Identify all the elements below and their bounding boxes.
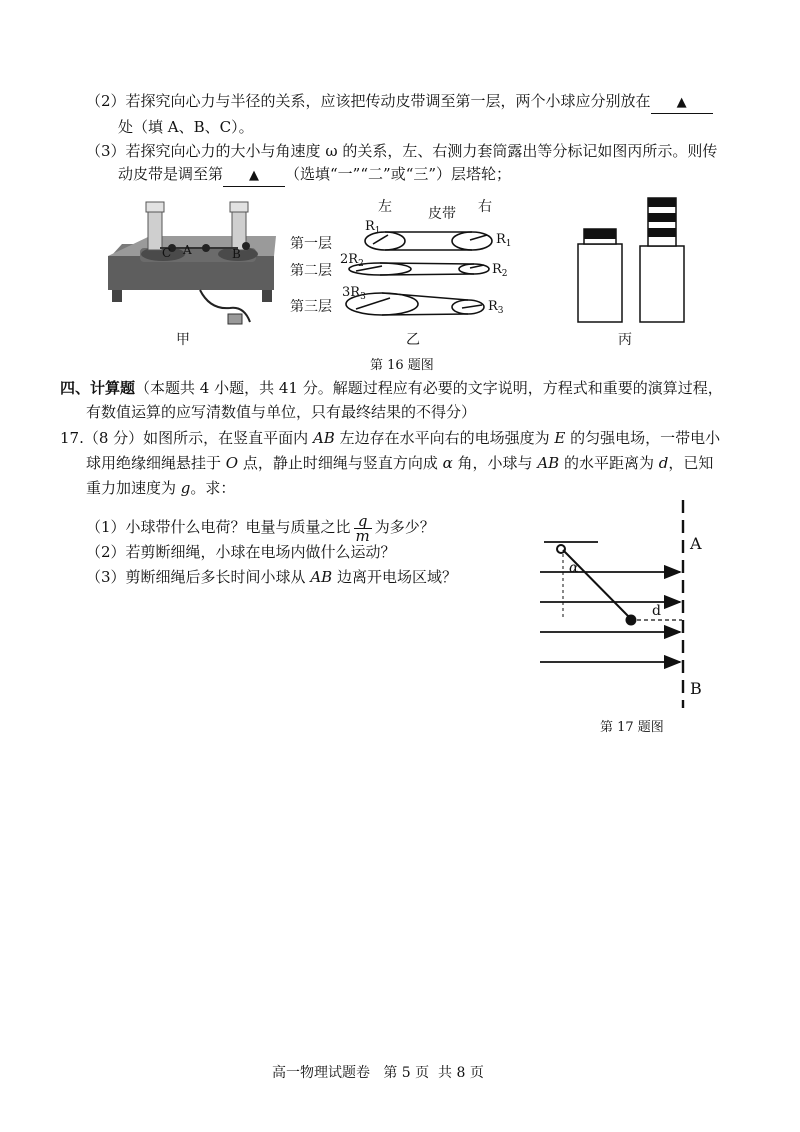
- figure-yi-layer1-label: 第一层: [290, 236, 332, 252]
- q17-line2-a: 球用绝缘细绳悬挂于: [86, 454, 226, 472]
- figure-jia-caption: 甲: [176, 332, 190, 348]
- q17-sub2: [86, 542, 396, 562]
- figure-yi-label-belt: 皮带: [428, 206, 456, 222]
- q17-sub1: [86, 510, 435, 544]
- q16-part3-answer-blank[interactable]: ▲: [223, 164, 285, 187]
- section4-heading: 四、计算题: [60, 379, 136, 397]
- q16-part3-line2: [118, 164, 511, 187]
- figure-yi-r2-left: $2R_2$: [340, 252, 364, 269]
- q16-part2-line2: [118, 117, 254, 137]
- q17-line2-o: O: [225, 454, 239, 472]
- q17-line2-b: 点，静止时细绳与竖直方向成: [238, 454, 443, 472]
- q17-line1-c: 的匀强电场，一带电小: [565, 429, 721, 447]
- q16-part3-text-b: （选填“一”“二”或“三”）层塔轮；: [285, 165, 512, 183]
- q17-sub1-b: 为多少？: [374, 518, 435, 536]
- q16-part3-text-a: 动皮带是调至第: [118, 165, 224, 183]
- section4-desc2: 有数值运算的应写清数值与单位，只有最终结果的不得分）: [86, 403, 477, 421]
- figure-bing-sleeves: [578, 198, 684, 348]
- charged-ball: [626, 615, 637, 626]
- figure-jia-label-b: B: [232, 247, 241, 261]
- q17-line3-g: g: [180, 479, 191, 497]
- q16-part2-line1: [86, 91, 713, 114]
- figure-bing-caption: 丙: [618, 332, 632, 348]
- figure-yi-layer3-label: 第三层: [290, 299, 332, 315]
- figure-jia-label-c: C: [162, 246, 172, 260]
- q16-part2-text: （2）若探究向心力与半径的关系，应该把传动皮带调至第一层，两个小球应分别放在: [86, 92, 651, 110]
- figure-yi-r2-right: $R_2$: [492, 262, 508, 279]
- figure-jia-label-a: A: [183, 243, 192, 257]
- figure-yi-r3-left: $3R_3$: [342, 285, 366, 302]
- label-d: d: [652, 603, 661, 619]
- q17-line2-d1: 的水平距离为: [559, 454, 659, 472]
- label-b: B: [690, 679, 702, 698]
- q17-sub3: [86, 567, 457, 587]
- q17-figure: [530, 500, 730, 710]
- page-footer: 高一物理试题卷 第 5 页 共 8 页: [272, 1065, 484, 1081]
- figure-yi-belt-diagram: [290, 199, 512, 348]
- section4-desc1: （本题共 4 小题，共 41 分。解题过程应有必要的文字说明，方程式和重要的演算过程，: [135, 379, 723, 397]
- figure-yi-caption: 乙: [406, 332, 420, 348]
- q17-sub1-a: （1）小球带什么电荷？电量与质量之比: [86, 518, 351, 536]
- q17-line2-c: 角，小球与: [452, 454, 538, 472]
- q16-figure-caption: 第 16 题图: [370, 358, 434, 373]
- label-alpha: α: [569, 560, 579, 576]
- section4-line1: [60, 378, 723, 398]
- q17-line1-e: E: [554, 429, 566, 447]
- q17-line2: [86, 453, 713, 473]
- figure-jia-apparatus: [108, 202, 276, 348]
- figure-yi-r3-right: $R_3$: [488, 299, 504, 316]
- q17-line2-d: d: [658, 454, 669, 472]
- q17-line2-alpha: α: [442, 454, 453, 472]
- q17-line3: [86, 478, 235, 498]
- q17-line3-a: 重力加速度为: [86, 479, 181, 497]
- figure-yi-label-left: 左: [378, 199, 392, 215]
- q16-figures: [0, 188, 800, 368]
- q17-line1-b: 左边存在水平向右的电场强度为: [334, 429, 555, 447]
- q16-part3-line1: [86, 141, 717, 161]
- q17-sub1-denominator: m: [355, 526, 370, 545]
- q17-line2-e: ，已知: [668, 454, 714, 472]
- q17-line3-b: 。求：: [190, 479, 236, 497]
- figure-yi-r1-right: $R_1$: [496, 232, 512, 249]
- q16-part3-text: （3）若探究向心力的大小与角速度 ω 的关系，左、右测力套筒露出等分标记如图丙所示。则传: [86, 142, 718, 160]
- section4-line2: [86, 402, 476, 422]
- figure-yi-r1-left: $R_1$: [365, 219, 381, 236]
- q17-figure-caption: 第 17 题图: [600, 720, 664, 735]
- figure-yi-label-right: 右: [478, 199, 492, 215]
- q17-line1-a: 17.（8 分）如图所示，在竖直平面内: [60, 429, 313, 447]
- q17-sub3-b: 边离开电场区域？: [332, 568, 457, 586]
- q16-part2-answer-blank[interactable]: ▲: [651, 91, 713, 114]
- q17-sub3-a: （3）剪断细绳后多长时间小球从: [86, 568, 311, 586]
- q17-sub1-fraction: [354, 511, 372, 545]
- q16-part2-text-cont: 处（填 A、B、C）。: [118, 118, 254, 136]
- q17-line2-ab: AB: [537, 454, 560, 472]
- q17-sub1-numerator: q: [354, 514, 372, 529]
- q17-line1: [60, 428, 720, 448]
- figure-yi-layer2-label: 第二层: [290, 263, 332, 279]
- q17-sub2-text: （2）若剪断细绳，小球在电场内做什么运动？: [86, 543, 396, 561]
- label-a: A: [690, 534, 702, 553]
- q17-line1-ab: AB: [312, 429, 335, 447]
- q17-sub3-ab: AB: [310, 568, 333, 586]
